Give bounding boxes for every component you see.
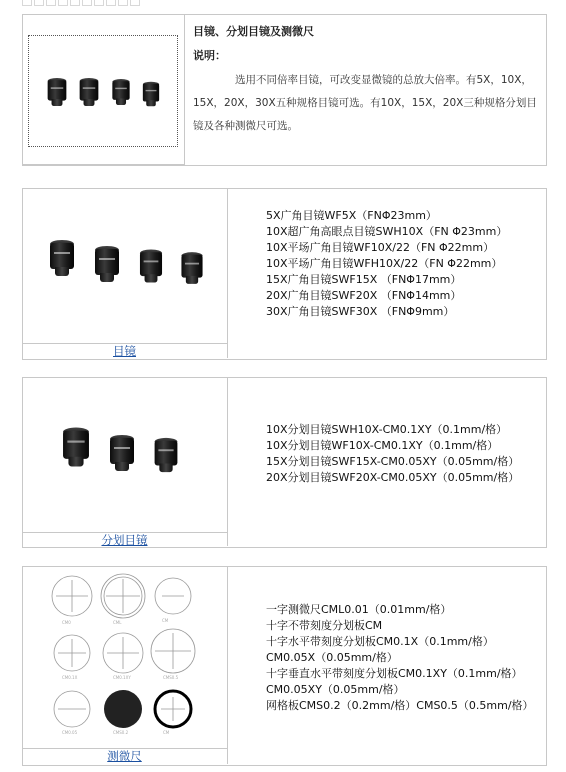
svg-text:CM0.1XY: CM0.1XY bbox=[113, 675, 131, 680]
eyepiece-specs bbox=[266, 208, 507, 320]
intro-panel bbox=[22, 14, 547, 166]
description-text: 选用不同倍率目镜，可改变显微镜的总放大倍率。有5X，10X，15X，20X，30X五种规格目镜可选。有10X，15X，20X三种规格分划目镜及各种测微尺可选。 bbox=[193, 74, 537, 132]
svg-text:CM: CM bbox=[162, 618, 169, 623]
top-strip bbox=[22, 0, 142, 6]
spec-line: 一字测微尺CML0.01（0.01mm/格） bbox=[266, 603, 452, 616]
spec-line: 网格板CMS0.2（0.2mm/格）CMS0.5（0.5mm/格） bbox=[266, 699, 534, 712]
svg-text:CM0.1X: CM0.1X bbox=[62, 675, 78, 680]
spec-line: 10X平场广角目镜WF10X/22（FN Φ22mm） bbox=[266, 241, 495, 254]
svg-text:CM0.05: CM0.05 bbox=[62, 730, 78, 735]
spec-line: 20X广角目镜SWF20X （FNΦ14mm） bbox=[266, 289, 462, 302]
page-title: 目镜、分划目镜及测微尺 bbox=[193, 25, 314, 38]
svg-text:CMS0.2: CMS0.2 bbox=[113, 730, 129, 735]
description-heading: 说明： bbox=[193, 49, 226, 62]
reticle-eyepiece-specs bbox=[266, 422, 519, 486]
spec-line: 5X广角目镜WF5X（FNΦ23mm） bbox=[266, 209, 437, 222]
spec-line: 十字垂直水平带刻度分划板CM0.1XY（0.1mm/格） bbox=[266, 667, 523, 680]
eyepiece-photo bbox=[28, 35, 178, 147]
spec-line: 10X分划目镜SWH10X-CM0.1XY（0.1mm/格） bbox=[266, 423, 508, 436]
eyepiece-row bbox=[22, 188, 547, 360]
reticle-patterns bbox=[22, 566, 227, 746]
reticle-eyepiece-image bbox=[22, 377, 227, 532]
spec-line: 十字水平带刻度分划板CM0.1X（0.1mm/格） bbox=[266, 635, 494, 648]
svg-text:CMS0.5: CMS0.5 bbox=[163, 675, 179, 680]
svg-text:CM: CM bbox=[163, 730, 170, 735]
spec-line: 10X平场广角目镜WFH10X/22（FN Φ22mm） bbox=[266, 257, 503, 270]
micrometer-specs bbox=[266, 602, 534, 714]
spec-line: CM0.05XY（0.05mm/格） bbox=[266, 683, 405, 696]
micrometer-row bbox=[22, 566, 547, 766]
svg-text:CML: CML bbox=[113, 620, 122, 625]
eyepiece-image bbox=[22, 188, 227, 343]
spec-line: 15X分划目镜SWF15X-CM0.05XY（0.05mm/格） bbox=[266, 455, 520, 468]
spec-line: 10X分划目镜WF10X-CM0.1XY（0.1mm/格） bbox=[266, 439, 499, 452]
svg-text:CM0: CM0 bbox=[62, 620, 71, 625]
reticle-eyepiece-link[interactable]: 分划目镜 bbox=[22, 532, 227, 548]
eyepiece-link[interactable]: 目镜 bbox=[22, 343, 227, 359]
spec-line: 十字不带刻度分划板CM bbox=[266, 619, 383, 632]
spec-line: 10X超广角高眼点目镜SWH10X（FN Φ23mm） bbox=[266, 225, 508, 238]
spec-line: 15X广角目镜SWF15X （FNΦ17mm） bbox=[266, 273, 462, 286]
spec-line: 20X分划目镜SWF20X-CM0.05XY（0.05mm/格） bbox=[266, 471, 520, 484]
reticle-eyepiece-row bbox=[22, 377, 547, 548]
micrometer-image bbox=[22, 566, 227, 746]
spec-line: 30X广角目镜SWF30X （FNΦ9mm） bbox=[266, 305, 455, 318]
micrometer-link[interactable]: 测微尺 bbox=[22, 748, 227, 764]
spec-line: CM0.05X（0.05mm/格） bbox=[266, 651, 398, 664]
